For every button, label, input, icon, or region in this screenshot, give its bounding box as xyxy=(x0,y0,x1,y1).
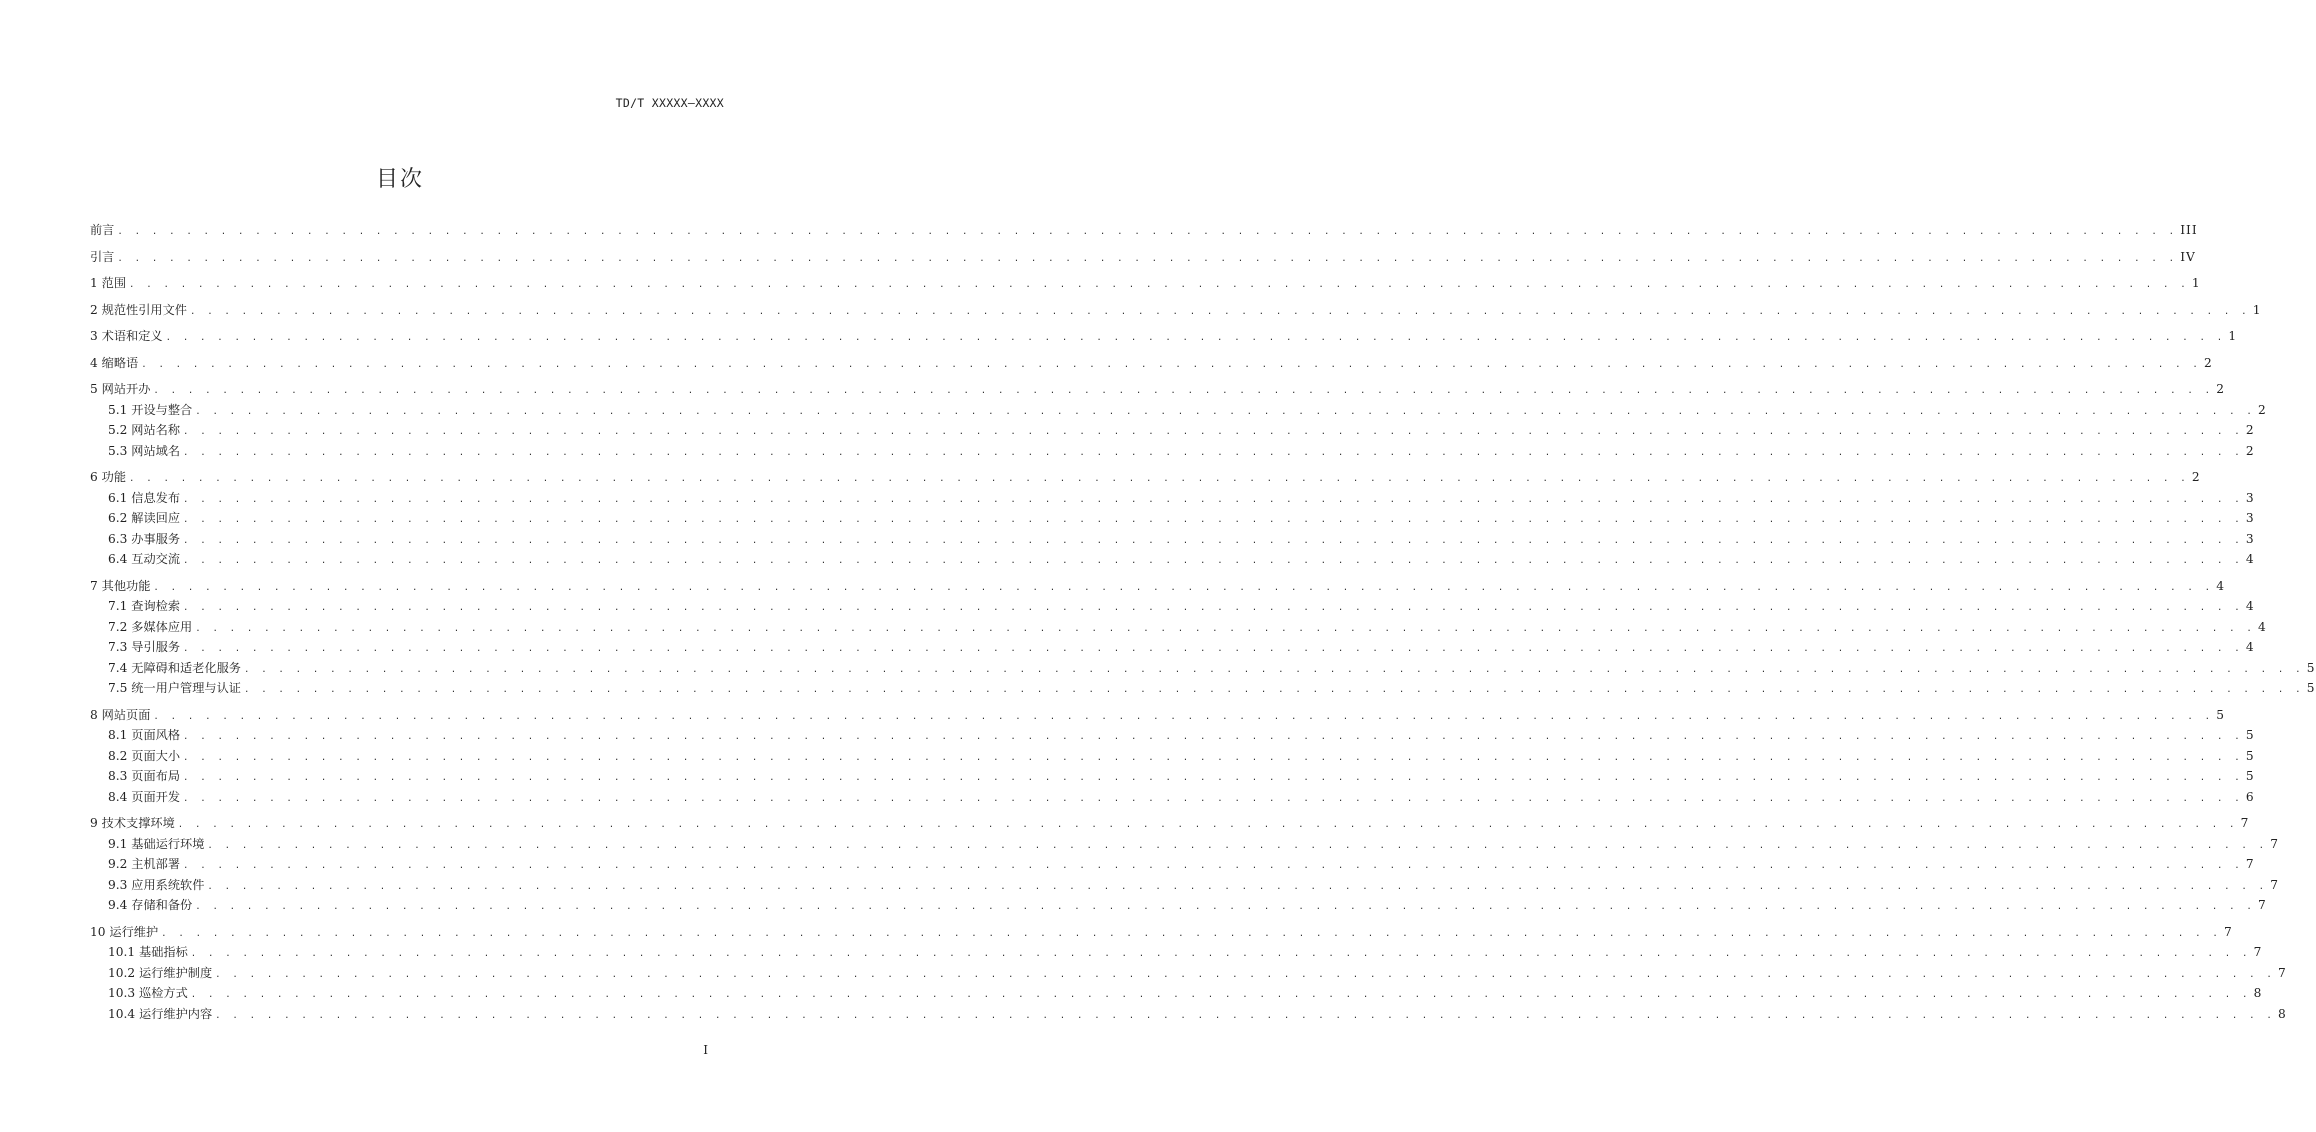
toc-entry-page: 4 xyxy=(2245,640,2255,654)
toc-entry-page: 5 xyxy=(2245,748,2255,763)
toc-entry[interactable] xyxy=(90,705,2225,726)
toc-entry-page: 6 xyxy=(2245,789,2255,804)
toc-entry-label: 7.5 统一用户管理与认证 xyxy=(108,681,241,695)
toc-entry[interactable] xyxy=(90,922,2233,943)
toc-entry[interactable] xyxy=(90,813,2250,834)
toc-entry[interactable] xyxy=(90,725,2255,746)
dot-leader: . . . . . . . . . . . . . . . . . . . . . . . . . . . . . . . . . . . . . . . . . . . . . . . . . . . . . . . . . . . . . . . . . . . . . . . . . . . . . . . . . . . . . . . . . . . . . . . . . . . . . . . . . . . . . . . . . . . . . . . . xyxy=(207,881,2268,892)
dot-leader: . . . . . . . . . . . . . . . . . . . . . . . . . . . . . . . . . . . . . . . . . . . . . . . . . . . . . . . . . . . . . . . . . . . . . . . . . . . . . . . . . . . . . . . . . . . . . . . . . . . . . . . . . . . . . . . . . . . . . . . . xyxy=(177,820,2238,830)
toc-entry-page: 4 xyxy=(2258,619,2267,634)
toc-entry-label: 8 网站页面 xyxy=(90,707,151,722)
table-of-contents xyxy=(90,220,2316,1024)
toc-entry[interactable] xyxy=(90,834,2279,855)
dot-leader: . . . . . . . . . . . . . . . . . . . . . . . . . . . . . . . . . . . . . . . . . . . . . . . . . . . . . . . . . . . . . . . . . . . . . . . . . . . . . . . . . . . . . . . . . . . . . . . . . . . . . . . . . . . . . . . . . . . . . . . . xyxy=(129,474,2189,484)
toc-entry[interactable] xyxy=(90,787,2255,808)
toc-entry[interactable] xyxy=(90,467,2201,488)
toc-entry-label: 8.1 页面风格 xyxy=(108,728,181,742)
toc-entry-label: 9.2 主机部署 xyxy=(108,857,181,871)
toc-entry-label: 9.3 应用系统软件 xyxy=(108,877,205,892)
toc-entry-page: 7 xyxy=(2258,898,2267,912)
dot-leader: . . . . . . . . . . . . . . . . . . . . . . . . . . . . . . . . . . . . . . . . . . . . . . . . . . . . . . . . . . . . . . . . . . . . . . . . . . . . . . . . . . . . . . . . . . . . . . . . . . . . . . . . . . . . . . . . . . . . . . . . xyxy=(195,623,2256,634)
toc-entry-page: 2 xyxy=(2258,402,2267,417)
dot-leader: . . . . . . . . . . . . . . . . . . . . . . . . . . . . . . . . . . . . . . . . . . . . . . . . . . . . . . . . . . . . . . . . . . . . . . . . . . . . . . . . . . . . . . . . . . . . . . . . . . . . . . . . . . . . . . . . . . . . . . . . xyxy=(215,969,2275,980)
toc-entry-label: 4 缩略语 xyxy=(90,355,139,370)
dot-leader: . . . . . . . . . . . . . . . . . . . . . . . . . . . . . . . . . . . . . . . . . . . . . . . . . . . . . . . . . . . . . . . . . . . . . . . . . . . . . . . . . . . . . . . . . . . . . . . . . . . . . . . . . . . . . . . . . . . . . . . . xyxy=(183,603,2243,613)
dot-leader: . . . . . . . . . . . . . . . . . . . . . . . . . . . . . . . . . . . . . . . . . . . . . . . . . . . . . . . . . . . . . . . . . . . . . . . . . . . . . . . . . . . . . . . . . . . . . . . . . . . . . . . . . . . . . . . . . . . . . . . . xyxy=(183,793,2243,804)
dot-leader: . . . . . . . . . . . . . . . . . . . . . . . . . . . . . . . . . . . . . . . . . . . . . . . . . . . . . . . . . . . . . . . . . . . . . . . . . . . . . . . . . . . . . . . . . . . . . . . . . . . . . . . . . . . . . . . . . . . . . . . . xyxy=(183,494,2243,505)
dot-leader: . . . . . . . . . . . . . . . . . . . . . . . . . . . . . . . . . . . . . . . . . . . . . . . . . . . . . . . . . . . . . . . . . . . . . . . . . . . . . . . . . . . . . . . . . . . . . . . . . . . . . . . . . . . . . . . . . . . . . . . . xyxy=(183,427,2243,437)
dot-leader: . . . . . . . . . . . . . . . . . . . . . . . . . . . . . . . . . . . . . . . . . . . . . . . . . . . . . . . . . . . . . . . . . . . . . . . . . . . . . . . . . . . . . . . . . . . . . . . . . . . . . . . . . . . . . . . . . . . . . . . . xyxy=(183,732,2243,742)
toc-entry[interactable] xyxy=(90,420,2255,441)
dot-leader: . . . . . . . . . . . . . . . . . . . . . . . . . . . . . . . . . . . . . . . . . . . . . . . . . . . . . . . . . . . . . . . . . . . . . . . . . . . . . . . . . . . . . . . . . . . . . . . . . . . . . . . . . . . . . . . . . . . . . . . . xyxy=(153,582,2214,593)
toc-entry-label: 引言 xyxy=(90,249,115,264)
toc-entry-label: 9.1 基础运行环境 xyxy=(108,836,205,851)
toc-entry-label: 9 技术支撑环境 xyxy=(90,816,175,830)
toc-entry-label: 3 术语和定义 xyxy=(90,329,163,343)
toc-entry-label: 5 网站开办 xyxy=(90,382,151,396)
toc-entry-page: 7 xyxy=(2240,816,2250,830)
toc-entry-page: 2 xyxy=(2204,355,2213,370)
toc-entry-page: 5 xyxy=(2245,728,2255,742)
toc-entry-label: 6 功能 xyxy=(90,470,127,484)
toc-entry-label: 5.1 开设与整合 xyxy=(108,402,193,417)
toc-entry-page: 5 xyxy=(2245,769,2255,783)
toc-entry[interactable] xyxy=(90,549,2255,570)
toc-entry[interactable] xyxy=(90,637,2255,658)
toc-entry-page: 7 xyxy=(2253,945,2263,959)
toc-entry-page: III xyxy=(2180,223,2198,237)
toc-entry-label: 7.2 多媒体应用 xyxy=(108,619,193,634)
toc-entry-page: 7 xyxy=(2270,877,2279,892)
toc-entry-page: 2 xyxy=(2216,382,2225,396)
toc-entry[interactable] xyxy=(90,488,2255,509)
toc-entry[interactable] xyxy=(90,617,2267,638)
toc-entry-page: 7 xyxy=(2223,924,2233,939)
toc-entry[interactable] xyxy=(90,942,2263,963)
toc-entry[interactable] xyxy=(90,1004,2287,1025)
toc-entry-label: 10 运行维护 xyxy=(90,924,159,939)
toc-entry-page: 1 xyxy=(2252,302,2262,317)
dot-leader: . . . . . . . . . . . . . . . . . . . . . . . . . . . . . . . . . . . . . . . . . . . . . . . . . . . . . . . . . . . . . . . . . . . . . . . . . . . . . . . . . . . . . . . . . . . . . . . . . . . . . . . . . . . . . . . . . . . . . . . . xyxy=(207,840,2268,851)
dot-leader: . . . . . . . . . . . . . . . . . . . . . . . . . . . . . . . . . . . . . . . . . . . . . . . . . . . . . . . . . . . . . . . . . . . . . . . . . . . . . . . . . . . . . . . . . . . . . . . . . . . . . . . . . . . . . . . . . . . . . . . . xyxy=(183,773,2243,783)
toc-entry[interactable] xyxy=(90,596,2255,617)
toc-entry-label: 10.3 巡检方式 xyxy=(108,986,188,1000)
toc-entry-label: 7.3 导引服务 xyxy=(108,640,181,654)
toc-entry-page: IV xyxy=(2180,249,2196,264)
toc-entry-label: 5.2 网站名称 xyxy=(108,423,181,437)
toc-entry[interactable] xyxy=(90,400,2267,421)
toc-entry[interactable] xyxy=(90,875,2279,896)
toc-entry-label: 8.2 页面大小 xyxy=(108,748,181,763)
toc-entry-label: 前言 xyxy=(90,223,115,237)
toc-entry-label: 7 其他功能 xyxy=(90,578,151,593)
toc-entry[interactable] xyxy=(90,508,2255,529)
toc-entry[interactable] xyxy=(90,529,2255,550)
toc-entry-label: 6.3 办事服务 xyxy=(108,531,181,546)
dot-leader: . . . . . . . . . . . . . . . . . . . . . . . . . . . . . . . . . . . . . . . . . . . . . . . . . . . . . . . . . . . . . . . . . . . . . . . . . . . . . . . . . . . . . . . . . . . . . . . . . . . . . . . . . . . . . . . . . . . . . . . . xyxy=(153,386,2214,396)
toc-entry-page: 5 xyxy=(2306,681,2316,695)
page-title: 目次 xyxy=(375,167,424,192)
toc-entry-page: 3 xyxy=(2245,490,2255,505)
dot-leader: . . . . . . . . . . . . . . . . . . . . . . . . . . . . . . . . . . . . . . . . . . . . . . . . . . . . . . . . . . . . . . . . . . . . . . . . . . . . . . . . . . . . . . . . . . . . . . . . . . . . . . . . . . . . . . . . . . . . . . . . xyxy=(153,711,2214,722)
dot-leader: . . . . . . . . . . . . . . . . . . . . . . . . . . . . . . . . . . . . . . . . . . . . . . . . . . . . . . . . . . . . . . . . . . . . . . . . . . . . . . . . . . . . . . . . . . . . . . . . . . . . . . . . . . . . . . . . . . . . . . . . xyxy=(141,359,2202,370)
toc-entry-page: 8 xyxy=(2253,986,2263,1000)
toc-entry[interactable] xyxy=(90,273,2201,294)
dot-leader: . . . . . . . . . . . . . . . . . . . . . . . . . . . . . . . . . . . . . . . . . . . . . . . . . . . . . . . . . . . . . . . . . . . . . . . . . . . . . . . . . . . . . . . . . . . . . . . . . . . . . . . . . . . . . . . . . . . . . . . . xyxy=(183,515,2243,525)
toc-entry[interactable] xyxy=(90,963,2287,984)
toc-entry-page: 5 xyxy=(2306,660,2316,675)
toc-entry[interactable] xyxy=(90,854,2255,875)
dot-leader: . . . . . . . . . . . . . . . . . . . . . . . . . . . . . . . . . . . . . . . . . . . . . . . . . . . . . . . . . . . . . . . . . . . . . . . . . . . . . . . . . . . . . . . . . . . . . . . . . . . . . . . . . . . . . . . . . . . . . . . . xyxy=(190,949,2251,959)
toc-entry-label: 6.1 信息发布 xyxy=(108,490,181,505)
dot-leader: . . . . . . . . . . . . . . . . . . . . . . . . . . . . . . . . . . . . . . . . . . . . . . . . . . . . . . . . . . . . . . . . . . . . . . . . . . . . . . . . . . . . . . . . . . . . . . . . . . . . . . . . . . . . . . . . . . . . . . . . xyxy=(183,644,2243,654)
dot-leader: . . . . . . . . . . . . . . . . . . . . . . . . . . . . . . . . . . . . . . . . . . . . . . . . . . . . . . . . . . . . . . . . . . . . . . . . . . . . . . . . . . . . . . . . . . . . . . . . . . . . . . . . . . . . . . . . . . . . . . . . xyxy=(183,752,2243,763)
toc-entry[interactable] xyxy=(90,576,2225,597)
dot-leader: . . . . . . . . . . . . . . . . . . . . . . . . . . . . . . . . . . . . . . . . . . . . . . . . . . . . . . . . . . . . . . . . . . . . . . . . . . . . . . . . . . . . . . . . . . . . . . . . . . . . . . . . . . . . . . . . . . . . . . . . xyxy=(183,861,2243,871)
dot-leader: . . . . . . . . . . . . . . . . . . . . . . . . . . . . . . . . . . . . . . . . . . . . . . . . . . . . . . . . . . . . . . . . . . . . . . . . . . . . . . . . . . . . . . . . . . . . . . . . . . . . . . . . . . . . . . . . . . . . . . . . xyxy=(243,685,2304,695)
toc-entry[interactable] xyxy=(90,379,2225,400)
dot-leader: . . . . . . . . . . . . . . . . . . . . . . . . . . . . . . . . . . . . . . . . . . . . . . . . . . . . . . . . . . . . . . . . . . . . . . . . . . . . . . . . . . . . . . . . . . . . . . . . . . . . . . . . . . . . . . . . . . . . . . . . xyxy=(243,664,2304,675)
toc-entry-label: 10.1 基础指标 xyxy=(108,945,188,959)
dot-leader: . . . . . . . . . . . . . . . . . . . . . . . . . . . . . . . . . . . . . . . . . . . . . . . . . . . . . . . . . . . . . . . . . . . . . . . . . . . . . . . . . . . . . . . . . . . . . . . . . . . . . . . . . . . . . . . . . . . . . . . . xyxy=(117,253,2178,264)
toc-entry[interactable] xyxy=(90,353,2213,374)
toc-entry-label: 2 规范性引用文件 xyxy=(90,302,187,317)
toc-entry-label: 8.3 页面布局 xyxy=(108,769,181,783)
toc-entry-label: 9.4 存储和备份 xyxy=(108,898,193,912)
toc-entry[interactable] xyxy=(90,300,2262,321)
toc-entry-label: 7.1 查询检索 xyxy=(108,599,181,613)
toc-entry-label: 10.2 运行维护制度 xyxy=(108,965,213,980)
toc-entry-label: 6.2 解读回应 xyxy=(108,511,181,525)
toc-entry-label: 7.4 无障碍和适老化服务 xyxy=(108,660,241,675)
dot-leader: . . . . . . . . . . . . . . . . . . . . . . . . . . . . . . . . . . . . . . . . . . . . . . . . . . . . . . . . . . . . . . . . . . . . . . . . . . . . . . . . . . . . . . . . . . . . . . . . . . . . . . . . . . . . . . . . . . . . . . . . xyxy=(161,928,2221,939)
toc-entry-page: 4 xyxy=(2245,552,2255,566)
toc-entry[interactable] xyxy=(90,766,2255,787)
toc-entry-page: 5 xyxy=(2216,707,2225,722)
toc-entry-label: 6.4 互动交流 xyxy=(108,552,181,566)
toc-entry-page: 3 xyxy=(2245,531,2255,546)
toc-entry[interactable] xyxy=(90,220,2198,241)
toc-entry-page: 4 xyxy=(2245,599,2255,613)
toc-entry-page: 1 xyxy=(2228,329,2238,343)
toc-entry[interactable] xyxy=(90,983,2263,1004)
toc-entry[interactable] xyxy=(90,746,2255,767)
toc-entry-label: 5.3 网站域名 xyxy=(108,443,181,458)
toc-entry-page: 2 xyxy=(2191,470,2201,484)
dot-leader: . . . . . . . . . . . . . . . . . . . . . . . . . . . . . . . . . . . . . . . . . . . . . . . . . . . . . . . . . . . . . . . . . . . . . . . . . . . . . . . . . . . . . . . . . . . . . . . . . . . . . . . . . . . . . . . . . . . . . . . . xyxy=(183,535,2243,546)
document-code: TD/T XXXXX—XXXX xyxy=(615,96,724,110)
toc-entry[interactable] xyxy=(90,678,2316,699)
dot-leader: . . . . . . . . . . . . . . . . . . . . . . . . . . . . . . . . . . . . . . . . . . . . . . . . . . . . . . . . . . . . . . . . . . . . . . . . . . . . . . . . . . . . . . . . . . . . . . . . . . . . . . . . . . . . . . . . . . . . . . . . xyxy=(129,280,2189,290)
dot-leader: . . . . . . . . . . . . . . . . . . . . . . . . . . . . . . . . . . . . . . . . . . . . . . . . . . . . . . . . . . . . . . . . . . . . . . . . . . . . . . . . . . . . . . . . . . . . . . . . . . . . . . . . . . . . . . . . . . . . . . . . xyxy=(183,447,2243,458)
toc-entry-page: 4 xyxy=(2216,578,2225,593)
dot-leader: . . . . . . . . . . . . . . . . . . . . . . . . . . . . . . . . . . . . . . . . . . . . . . . . . . . . . . . . . . . . . . . . . . . . . . . . . . . . . . . . . . . . . . . . . . . . . . . . . . . . . . . . . . . . . . . . . . . . . . . . xyxy=(117,227,2178,237)
dot-leader: . . . . . . . . . . . . . . . . . . . . . . . . . . . . . . . . . . . . . . . . . . . . . . . . . . . . . . . . . . . . . . . . . . . . . . . . . . . . . . . . . . . . . . . . . . . . . . . . . . . . . . . . . . . . . . . . . . . . . . . . xyxy=(190,990,2251,1000)
toc-entry[interactable] xyxy=(90,441,2255,462)
toc-entry-page: 1 xyxy=(2191,276,2201,290)
toc-entry-label: 8.4 页面开发 xyxy=(108,789,181,804)
dot-leader: . . . . . . . . . . . . . . . . . . . . . . . . . . . . . . . . . . . . . . . . . . . . . . . . . . . . . . . . . . . . . . . . . . . . . . . . . . . . . . . . . . . . . . . . . . . . . . . . . . . . . . . . . . . . . . . . . . . . . . . . xyxy=(195,902,2256,912)
toc-entry[interactable] xyxy=(90,658,2316,679)
toc-entry-page: 7 xyxy=(2277,965,2287,980)
toc-entry[interactable] xyxy=(90,895,2267,916)
toc-entry-page: 7 xyxy=(2245,857,2255,871)
toc-entry-page: 3 xyxy=(2245,511,2255,525)
toc-entry[interactable] xyxy=(90,247,2196,268)
toc-entry-page: 2 xyxy=(2245,443,2255,458)
toc-entry-page: 8 xyxy=(2277,1006,2287,1021)
page-number: I xyxy=(703,1043,708,1057)
dot-leader: . . . . . . . . . . . . . . . . . . . . . . . . . . . . . . . . . . . . . . . . . . . . . . . . . . . . . . . . . . . . . . . . . . . . . . . . . . . . . . . . . . . . . . . . . . . . . . . . . . . . . . . . . . . . . . . . . . . . . . . . xyxy=(189,306,2250,317)
toc-entry-page: 7 xyxy=(2270,836,2279,851)
dot-leader: . . . . . . . . . . . . . . . . . . . . . . . . . . . . . . . . . . . . . . . . . . . . . . . . . . . . . . . . . . . . . . . . . . . . . . . . . . . . . . . . . . . . . . . . . . . . . . . . . . . . . . . . . . . . . . . . . . . . . . . . xyxy=(215,1010,2275,1021)
dot-leader: . . . . . . . . . . . . . . . . . . . . . . . . . . . . . . . . . . . . . . . . . . . . . . . . . . . . . . . . . . . . . . . . . . . . . . . . . . . . . . . . . . . . . . . . . . . . . . . . . . . . . . . . . . . . . . . . . . . . . . . . xyxy=(183,556,2243,566)
toc-entry-label: 1 范围 xyxy=(90,276,127,290)
dot-leader: . . . . . . . . . . . . . . . . . . . . . . . . . . . . . . . . . . . . . . . . . . . . . . . . . . . . . . . . . . . . . . . . . . . . . . . . . . . . . . . . . . . . . . . . . . . . . . . . . . . . . . . . . . . . . . . . . . . . . . . . xyxy=(195,406,2256,417)
toc-entry[interactable] xyxy=(90,326,2238,347)
toc-entry-label: 10.4 运行维护内容 xyxy=(108,1006,213,1021)
dot-leader: . . . . . . . . . . . . . . . . . . . . . . . . . . . . . . . . . . . . . . . . . . . . . . . . . . . . . . . . . . . . . . . . . . . . . . . . . . . . . . . . . . . . . . . . . . . . . . . . . . . . . . . . . . . . . . . . . . . . . . . . xyxy=(165,333,2226,343)
toc-entry-page: 2 xyxy=(2245,423,2255,437)
